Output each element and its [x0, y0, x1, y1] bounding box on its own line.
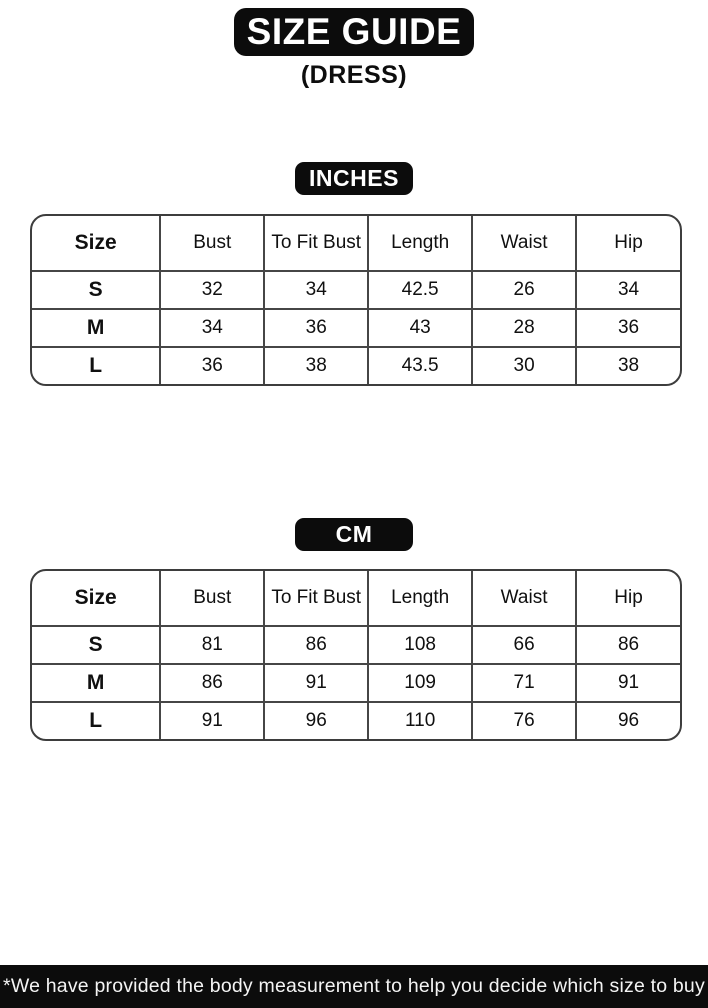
column-header: Size — [32, 571, 160, 626]
measurement-cell: 71 — [472, 664, 576, 702]
measurement-cell: 86 — [160, 664, 264, 702]
table-row — [32, 664, 680, 702]
size-table-inches — [30, 214, 682, 386]
measurement-cell: 96 — [264, 702, 368, 739]
column-header: Hip — [576, 216, 680, 271]
measurement-cell: 81 — [160, 626, 264, 664]
measurement-cell: 26 — [472, 271, 576, 309]
measurement-cell: 91 — [160, 702, 264, 739]
measurement-cell: 91 — [576, 664, 680, 702]
column-header: Size — [32, 216, 160, 271]
column-header: Waist — [472, 571, 576, 626]
column-header: Hip — [576, 571, 680, 626]
measurement-cell: 86 — [264, 626, 368, 664]
size-guide-page — [0, 8, 708, 997]
footnote-text: *We have provided the body measurement to help you decide which size to buy — [3, 975, 705, 997]
page-title: SIZE GUIDE — [246, 11, 462, 52]
size-table-cm — [30, 569, 682, 741]
size-table — [32, 216, 680, 384]
unit-label-inches: INCHES — [295, 162, 413, 195]
measurement-cell: 38 — [576, 347, 680, 384]
measurement-cell: 76 — [472, 702, 576, 739]
measurement-cell: 36 — [576, 309, 680, 347]
column-header: To Fit Bust — [264, 571, 368, 626]
measurement-cell: 108 — [368, 626, 472, 664]
size-cell: S — [32, 271, 160, 309]
measurement-cell: 34 — [264, 271, 368, 309]
measurement-cell: 36 — [264, 309, 368, 347]
measurement-cell: 86 — [576, 626, 680, 664]
measurement-cell: 34 — [576, 271, 680, 309]
measurement-cell: 34 — [160, 309, 264, 347]
column-header: Bust — [160, 571, 264, 626]
measurement-cell: 38 — [264, 347, 368, 384]
table-row — [32, 626, 680, 664]
measurement-cell: 96 — [576, 702, 680, 739]
measurement-cell: 30 — [472, 347, 576, 384]
page-subtitle: (DRESS) — [300, 61, 408, 89]
measurement-cell: 109 — [368, 664, 472, 702]
table-row — [32, 347, 680, 384]
measurement-cell: 43 — [368, 309, 472, 347]
table-row — [32, 309, 680, 347]
measurement-cell: 110 — [368, 702, 472, 739]
size-cell: S — [32, 626, 160, 664]
header-row — [32, 571, 680, 626]
measurement-cell: 36 — [160, 347, 264, 384]
measurement-cell: 28 — [472, 309, 576, 347]
measurement-cell: 66 — [472, 626, 576, 664]
footnote-bar — [0, 965, 708, 1008]
size-table — [32, 571, 680, 739]
column-header: Waist — [472, 216, 576, 271]
title-banner — [234, 8, 475, 56]
size-cell: M — [32, 664, 160, 702]
measurement-cell: 32 — [160, 271, 264, 309]
size-cell: M — [32, 309, 160, 347]
size-cell: L — [32, 347, 160, 384]
table-row — [32, 702, 680, 739]
header-row — [32, 216, 680, 271]
column-header: Length — [368, 216, 472, 271]
column-header: To Fit Bust — [264, 216, 368, 271]
measurement-cell: 91 — [264, 664, 368, 702]
column-header: Length — [368, 571, 472, 626]
measurement-cell: 43.5 — [368, 347, 472, 384]
unit-label-cm: CM — [295, 518, 413, 551]
size-cell: L — [32, 702, 160, 739]
table-row — [32, 271, 680, 309]
measurement-cell: 42.5 — [368, 271, 472, 309]
column-header: Bust — [160, 216, 264, 271]
